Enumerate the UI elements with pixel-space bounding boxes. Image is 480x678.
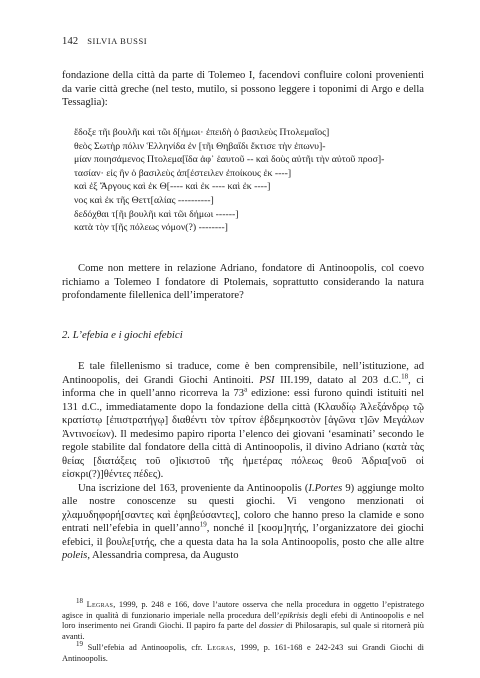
- footnote-19: [62, 640, 424, 664]
- page-number: 142: [62, 36, 79, 47]
- inscription-line: ἔδοξε τῆι βουλῆι καὶ τῶι δ[ήμωι· ἐπειδὴ ὁ βασιλεὺς Πτολεμαῖος]: [74, 127, 330, 138]
- papyrus-siglum: PSI: [259, 374, 275, 386]
- footnote-text: , 1999, p. 248 e 166, dove l’autore osserva che nella procedura in oggetto l’epistratego agisce in qualità di funzionario imperiale nella procedura dell’: [62, 600, 425, 620]
- inscription-siglum: I.Portes: [308, 482, 343, 494]
- paragraph-3-part: edizione: essi furono quindi istituiti nel 131 d.C., immediatamente dopo la fondazione della città (Κλαυδίῳ Ἀλεξάνδρῳ τῷ κρατίστῳ [ἐπιστρατήγῳ] διαθέντι τὸν τρίτον ἑβδεμηκοστὸν [ἀγῶνα τ]ῶν Μεγάλων Ἀντινοείων). Il medesimo papiro riporta l’elenco dei giovani ‘esaminati’ secondo le regole stabilite dal fondatore della città di Antinoopolis, il divino Adriano (κατὰ τὰς θείας [διατάξεις τοῦ ο]ἰκιστοῦ τῆς ἡμετέρας πόλεως θεοῦ Ἀδρια[νοῦ οἱ εἰσκρι(?)]θέντες πέδες).: [62, 388, 425, 480]
- paragraph-1-text: fondazione della città da parte di Tolemeo I, facendovi confluire coloni provenienti da varie città greche (nel testo, mutilo, si possono leggere i toponimi di Argo e della Tessaglia):: [62, 70, 424, 108]
- paragraph-3: [62, 360, 424, 482]
- footnote-text: Sull’efebia ad Antinoopolis, cfr.: [87, 643, 207, 653]
- greek-inscription-block: [74, 126, 424, 235]
- inscription-line: καὶ ἐξ Ἄργους καὶ ἐκ Θ[---- καὶ ἐκ ---- καὶ ἐκ ----]: [74, 181, 271, 193]
- footnote-text: , 1999, p. 161-168 e 242-243 sui Grandi Giochi di Antinoopolis.: [62, 643, 424, 663]
- ordinal-superscript: a: [244, 385, 248, 394]
- inscription-line: κατὰ τὸ̣ν τ[ῆς πόλεως νόμον(?) --------]: [74, 222, 228, 234]
- inscription-line: δεδόχθαι τ[ῆι βουλῆι καὶ τῶι δήμωι ------]: [74, 208, 239, 220]
- paragraph-4-part: , nonché il [κοσμ]ητής, l’organizzatore dei giochi efebici, il βουλε[υτής, che a questa data ha la sola Antinoopolis, posto che alle altre: [62, 523, 424, 548]
- paragraph-4-part: 9) aggiunge molto alle nostre conoscenze su questi giochi. Vi vengono menzionati oἱ χλαμυδηφορή[σαντες καὶ ἐφηβεύσαντες], coloro che hanno preso la clamide e sono entrati nell’efebia in quell’anno: [62, 482, 424, 534]
- paragraph-1: [62, 69, 424, 110]
- paragraph-4-part: Una iscrizione del 163, proveniente da Antinoopolis (: [78, 482, 309, 494]
- inscription-line: νος καὶ ἐκ τῆς Θεττ[αλίας ----------]: [74, 194, 214, 206]
- paragraph-3-part: E tale filellenismo si traduce, come è ben comprensibile, nell’istituzione, ad Antinoopolis, dei Grandi Giochi Antinoiti.: [62, 361, 424, 386]
- inscription-line: μίαν ποιησάμενος Πτολεμα[ΐδα ἀφ᾽ ἑαυτοῦ -- καὶ δοὺς αὐτῆι τὴν αὐτοῦ προσ]-: [74, 154, 385, 166]
- body-text: [62, 360, 424, 563]
- footnote-italic: dossier: [259, 621, 284, 631]
- poleis-italic: poleis: [62, 550, 88, 561]
- footnote-number: 18: [76, 597, 83, 606]
- footnote-text: di Philosarapis, sul quale si ritornerà più avanti.: [62, 621, 424, 641]
- footnote-italic: epikrisis: [279, 610, 308, 620]
- paragraph-2: [62, 262, 424, 303]
- footnote-ref-18[interactable]: 18: [401, 371, 409, 380]
- footnote-18: [62, 597, 425, 642]
- paragraph-4: [62, 482, 424, 563]
- section-heading: 2. L’efebia e i giochi efebici: [62, 329, 183, 341]
- paragraph-3-part: , ci informa che in quell’anno ricorreva la 73: [62, 374, 425, 399]
- paragraph-2-text: Come non mettere in relazione Adriano, fondatore di Antinoopolis, col coevo richiamo a Tolemeo I fondatore di Ptolemais, soprattutto considerando la natura profondamente filellenica dell’imperatore?: [62, 263, 424, 301]
- inscription-line: θεὸς Σωτὴρ πόλιν Ἑλληνίδα ἐν [τῆι Θηβαΐδι ἔκτισε τὴν ἐπωνυ]-: [74, 140, 326, 152]
- footnote-author: Legras: [206, 643, 234, 653]
- paragraph-4-part: , Alessandria compresa, da Augusto: [87, 550, 239, 561]
- footnote-text: degli efebi di Antinoopolis e nel loro inserimento nei Grandi Giochi. Il papiro fa parte del: [62, 610, 424, 631]
- paragraph-3-part: III.199, datato al 203 d.C.: [274, 374, 402, 386]
- running-head-author: SILVIA BUSSI: [87, 36, 148, 46]
- footnote-number: 19: [76, 640, 83, 649]
- running-header: [62, 36, 147, 47]
- footnote-ref-19[interactable]: 19: [199, 520, 207, 529]
- footnotes: [62, 597, 425, 666]
- footnote-author: Legras: [86, 600, 114, 609]
- inscription-line: τασίαν· εἰς ἣν ὁ βασιλεὺς ἀπ[έστειλεν ἐποίκους ἐκ ----]: [74, 167, 292, 179]
